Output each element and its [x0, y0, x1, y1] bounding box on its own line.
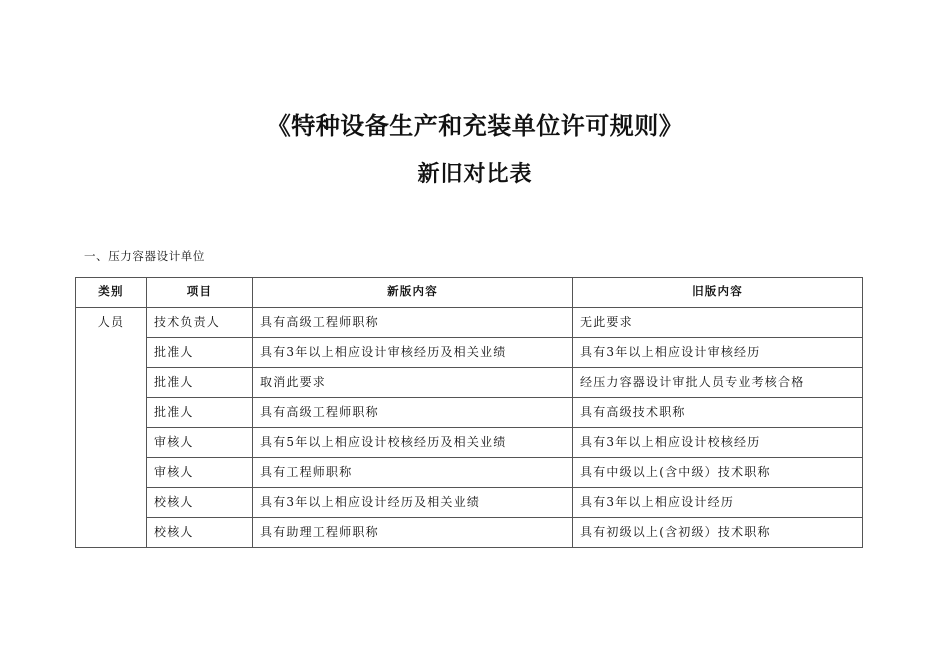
- new-content-cell: 取消此要求: [253, 368, 573, 398]
- document-subtitle: 新旧对比表: [417, 161, 533, 187]
- old-content-cell: 具有中级以上(含中级）技术职称: [573, 458, 863, 488]
- new-content-cell: 具有5年以上相应设计校核经历及相关业绩: [253, 428, 573, 458]
- item-cell: 技术负责人: [147, 308, 253, 338]
- table-row: [76, 368, 863, 398]
- old-content-cell: 经压力容器设计审批人员专业考核合格: [573, 368, 863, 398]
- old-content-cell: 无此要求: [573, 308, 863, 338]
- old-content-cell: 具有3年以上相应设计审核经历: [573, 338, 863, 368]
- header-new-content: 新版内容: [253, 278, 573, 308]
- header-category: 类别: [76, 278, 147, 308]
- new-content-cell: 具有工程师职称: [253, 458, 573, 488]
- table-row: [76, 308, 863, 338]
- new-content-cell: 具有助理工程师职称: [253, 518, 573, 548]
- new-content-cell: 具有高级工程师职称: [253, 398, 573, 428]
- old-content-cell: 具有初级以上(含初级）技术职称: [573, 518, 863, 548]
- comparison-table: [75, 277, 863, 548]
- header-old-content: 旧版内容: [573, 278, 863, 308]
- section-heading: 一、压力容器设计单位: [84, 249, 205, 263]
- table-header-row: [76, 278, 863, 308]
- table-row: [76, 338, 863, 368]
- item-cell: 批准人: [147, 338, 253, 368]
- item-cell: 校核人: [147, 488, 253, 518]
- old-content-cell: 具有3年以上相应设计经历: [573, 488, 863, 518]
- item-cell: 批准人: [147, 368, 253, 398]
- table-row: [76, 488, 863, 518]
- old-content-cell: 具有高级技术职称: [573, 398, 863, 428]
- table-row: [76, 428, 863, 458]
- item-cell: 批准人: [147, 398, 253, 428]
- item-cell: 审核人: [147, 428, 253, 458]
- table-row: [76, 398, 863, 428]
- header-item: 项目: [147, 278, 253, 308]
- new-content-cell: 具有3年以上相应设计审核经历及相关业绩: [253, 338, 573, 368]
- table-row: [76, 518, 863, 548]
- item-cell: 校核人: [147, 518, 253, 548]
- item-cell: 审核人: [147, 458, 253, 488]
- new-content-cell: 具有3年以上相应设计经历及相关业绩: [253, 488, 573, 518]
- document-title: 《特种设备生产和充装单位许可规则》: [266, 111, 684, 140]
- new-content-cell: 具有高级工程师职称: [253, 308, 573, 338]
- table-body: [76, 308, 863, 548]
- category-cell: 人员: [76, 308, 147, 548]
- table-row: [76, 458, 863, 488]
- old-content-cell: 具有3年以上相应设计校核经历: [573, 428, 863, 458]
